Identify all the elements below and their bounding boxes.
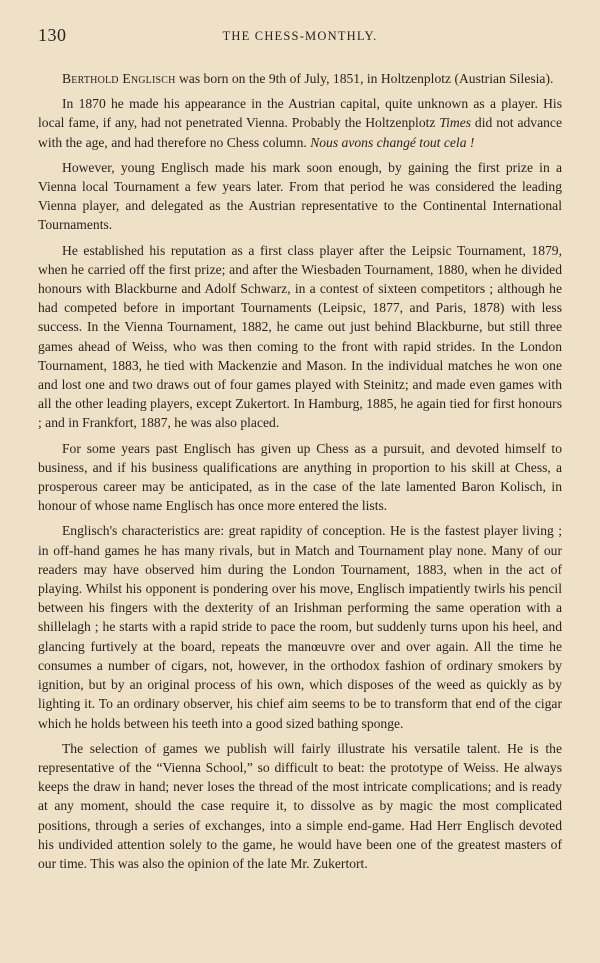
paragraph-2-text: In 1870 he made his appearance in the Austrian capital, quite unknown as a player. His local fame, if any, had not penetrated Vienna. Probably the Holtzenplotz: [38, 96, 562, 131]
paragraph-2: [38, 94, 562, 152]
french-quote: Nous avons changé tout cela !: [310, 134, 475, 150]
running-head: [38, 25, 562, 55]
page-number: 130: [38, 25, 67, 45]
paragraph-1: [38, 69, 562, 88]
paragraph-2-mid: did not advance with the age, and had therefore no Chess column.: [38, 115, 562, 150]
newspaper-name: Times: [439, 115, 472, 131]
journal-title: THE CHESS-MONTHLY.: [222, 29, 378, 43]
paragraph-1-text: was born on the 9th of July, 1851, in Holtzenplotz (Austrian Silesia).: [175, 71, 554, 86]
paragraph-7: The selection of games we publish will fairly illustrate his versatile talent. He is the representative of the “Vienna School,” so difficult to beat: the prototype of Weiss. He always keeps the draw in hand; never loses the thread of the most intricate complications; and is ready at any moment, should the case require it, to dissolve as by magic the most complicated positions, through a series of exchanges, into a simple end-game. Had Herr Englisch devoted his undivided attention solely to the game, he would have been one of the greatest masters of our time. This was also the opinion of the late Mr. Zukertort.: [38, 740, 562, 871]
paragraph-6: Englisch's characteristics are: great rapidity of conception. He is the fastest player living ; in off-hand games he has many rivals, but in Match and Tournament play none. Many of our readers may have observed him during the London Tournament, 1883, when in the act of playing. Whilst his opponent is pondering over his move, Englisch impatiently twirls his pencil between his fingers with the dexterity of an Irishman performing the same operation with a shillelagh ; he starts with a rapid stride to pace the room, but suddenly turns upon his heel, and glancing furtively at the board, repeats the manœuvre over and over again. All the time he consumes a number of cigars, not, however, in the orthodox fashion of ordinary smokers by ignition, but by an original process of his own, which disposes of the weed as quickly as by lighting it. To an ordinary observer, his chief aim seems to be to transform that end of the cigar which he holds between his teeth into a good sized bathing sponge.: [38, 523, 562, 731]
paragraph-5: For some years past Englisch has given up Chess as a pursuit, and devoted himself to business, and if his business qualifications are anything in proportion to his skill at Chess, a prosperous career may be anticipated, as in the case of the late lamented Baron Kolisch, in honour of whose name Englisch has once more entered the lists.: [38, 440, 562, 514]
paragraph-4: He established his reputation as a first class player after the Leipsic Tournament, 1879, when he carried off the first prize; and after the Wiesbaden Tournament, 1880, when he divided honours with Blackburne and Adolf Schwarz, in a contest of sixteen competitors ; although he had competed before in important Tournaments (Leipsic, 1877, and Paris, 1878) with less success. In the Vienna Tournament, 1882, he came out just behind Blackburne, but still three games ahead of Weiss, who was then coming to the front with rapid strides. In the London Tournament, 1883, he tied with Mackenzie and Mason. In the individual matches he won one and lost one and two draws out of four games played with Steinitz; and made even games with all the other leading players, except Zukertort. In Hamburg, 1885, he again tied for first honours ; and in Frankfort, 1887, he was also placed.: [38, 242, 562, 431]
article-body: [38, 69, 562, 873]
subject-name: Berthold Englisch: [62, 71, 176, 86]
paragraph-3: However, young Englisch made his mark soon enough, by gaining the first prize in a Vienna local Tournament a few years later. From that period he was considered the leading Vienna player, and delegated as the Austrian representative to the Continental International Tournaments.: [38, 159, 562, 233]
